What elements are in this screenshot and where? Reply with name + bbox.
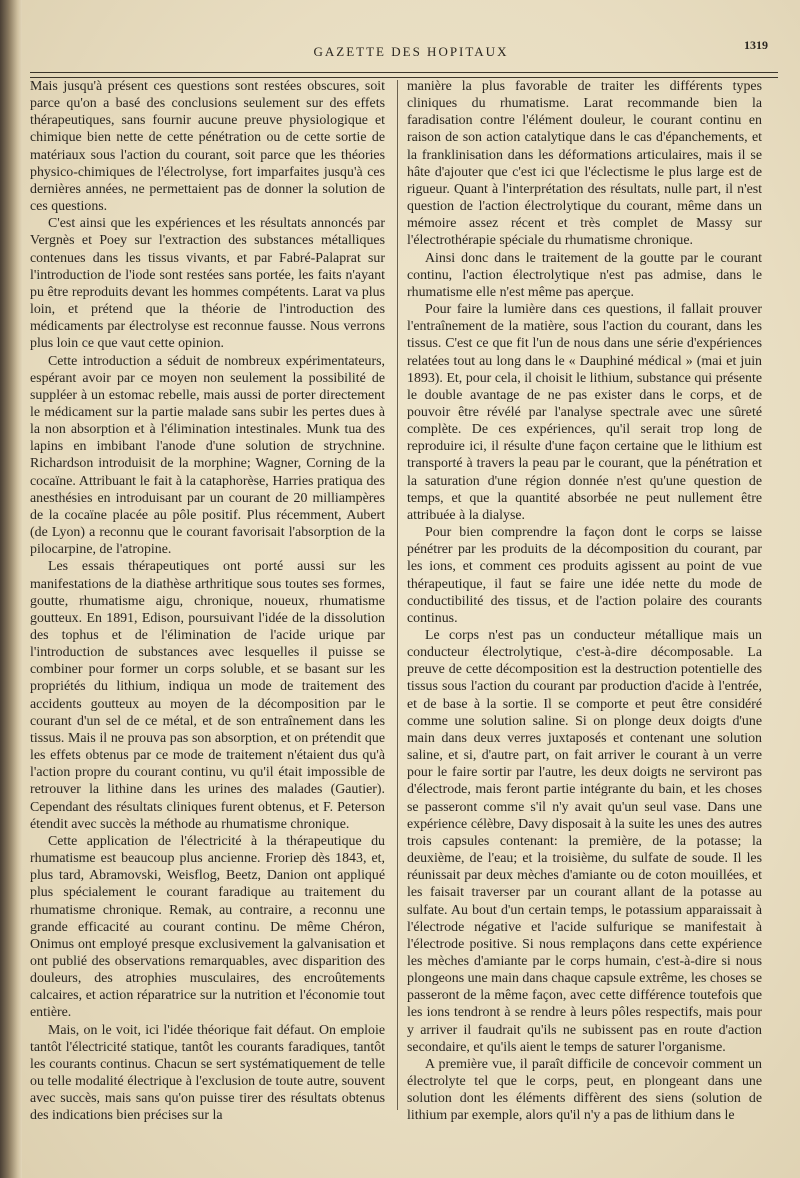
paragraph: A première vue, il paraît difficile de concevoir comment un électrolyte tel que le corps, peut, en plongeant dans une solution dont les éléments diffèrent des siens (solution de lithium par exemple, alors qu'il n'y a pas de lithium dans le	[407, 1056, 762, 1124]
paragraph: Ainsi donc dans le traitement de la goutte par le courant continu, l'action électrolytique n'est pas admise, dans le rhumatisme elle n'est même pas aperçue.	[407, 250, 762, 300]
paragraph: Pour faire la lumière dans ces questions, il fallait prouver l'entraînement de la matière, sous l'action du courant, dans les tissus. C'est ce que fit l'un de nous dans une série d'expériences relatées tout au long dans le « Dauphiné médical » (mai et juin 1893). Et, pour cela, il choisit le lithium, substance qui présente le double avantage de ne pas exister dans le corps, et de pouvoir être révélé par l'analyse spectrale avec une sûreté complète. De ces expériences, qu'il serait trop long de reproduire ici, il résulte d'une façon certaine que le lithium est transporté à travers la peau par le courant, que la pénétration et la saturation d'une région donnée n'est qu'une question de temps, et que la quantité absorbée ne peut nullement être attribuée à la dialyse.	[407, 302, 762, 523]
journal-title: GAZETTE DES HOPITAUX	[313, 44, 509, 59]
paragraph: Les essais thérapeutiques ont porté aussi sur les manifestations de la diathèse arthritique sous toutes ses formes, goutte, rhumatisme aigu, chronique, noueux, rhumatisme goutteux. En 1891, Edison, poursuivant l'idée de la dissolution des tophus et de l'élimination de l'acide urique par l'introduction de substances avec lesquelles il puisse se combiner pour former un corps soluble, et se basant sur les propriétés du lithium, indiqua un mode de traitement des accidents goutteux au moyen de la décomposition par le courant d'un sel de ce métal, et de son entraînement dans les tissus. Mais il ne prouva pas son absorption, et on prétendit que les effets obtenus par ce mode de traitement n'étaient dus qu'à l'action propre du courant continu, vu qu'il était impossible de retrouver la lithine dans les urines des malades (Gautier). Cependant des résultats cliniques furent obtenus, et F. Peterson étendit avec succès la méthode au rhumatisme chronique.	[30, 559, 385, 832]
paragraph: Mais, on le voit, ici l'idée théorique fait défaut. On emploie tantôt l'électricité statique, tantôt les courants faradiques, tantôt les courants continus. Chacun se sert systématiquement de telle ou telle modalité électrique à l'exclusion de toute autre, souvent avec succès, mais sans qu'on puisse tirer des résultats obtenus des indications bien précises sur la	[30, 1022, 385, 1124]
paragraph: Le corps n'est pas un conducteur métallique mais un conducteur électrolytique, c'est-à-dire décomposable. La preuve de cette décomposition est la destruction potentielle des tissus sous l'action du courant par production d'acide à l'entrée, et de base à la sortie. Il se comporte et peut être considéré comme une solution saline. Si on plonge deux doigts d'une main dans deux verres juxtaposés et contenant une solution saline, et si, d'autre part, on fait arriver le courant à un verre pour le faire sortir par l'autre, les deux doigts ne serviront pas d'électrode, mais feront partie intégrante du bain, et les choses se passeront comme s'il n'y avait qu'un seul vase. Dans une expérience célèbre, Davy disposait à la suite les unes des autres trois capsules contenant: la première, de la potasse; la deuxième, de l'eau; et la troisième, du sulfate de soude. Il les réunissait par deux mèches d'amiante ou de coton mouillées, et les faisait traverser par un courant allant de la potasse au sulfate. Au bout d'un certain temps, le potassium apparaissait à l'électrode négative et l'acide sulfurique se manifestait à l'électrode positive. Si nous remplaçons dans cette expérience les mèches d'amiante par le corps humain, c'est-à-dire si nous plongeons une main dans chaque capsule extrême, les choses se passeront de la même façon, avec cette différence toutefois que les ions tendront à se rendre à leurs pôles respectifs, mais pour y arriver il faudrait qu'ils ne subissent pas en route d'action secondaire, et qu'ils aient le temps de saturer l'organisme.	[407, 628, 762, 1055]
book-binding-edge	[0, 0, 22, 1178]
page-number: 1319	[744, 38, 768, 52]
column-divider	[397, 80, 398, 1110]
newspaper-page	[22, 0, 800, 1178]
paragraph: Cette application de l'électricité à la thérapeutique du rhumatisme est beaucoup plus ancienne. Froriep dès 1843, et, plus tard, Abramovski, Weisflog, Beetz, Danion ont appliqué plus spécialement le courant faradique au traitement du rhumatisme chronique. Remak, au contraire, a reconnu une grande efficacité au courant continu. De même Chéron, Onimus ont employé presque exclusivement la galvanisation et ont publié des observations remarquables, avec disparition des douleurs, des atrophies musculaires, des encroûtements calcaires, et action réparatrice sur la nutrition et l'économie tout entière.	[30, 833, 385, 1021]
paragraph: Pour bien comprendre la façon dont le corps se laisse pénétrer par les produits de la décomposition du courant, par les ions, et comment ces produits agissent au point de vue thérapeutique, il faut se faire une idée nette du mode de conductibilité des tissus, et de l'action polaire des courants continus.	[407, 525, 762, 626]
paragraph: Mais jusqu'à présent ces questions sont restées obscures, soit parce qu'on a basé des conclusions seulement sur des effets thérapeutiques, sans fournir aucune preuve physiologique et chimique bien nette de cette pénétration ou de cette sortie de matériaux sous l'action du courant, soit parce que les théories physico-chimiques de l'électrolyse, fort imparfaites jusqu'à ces dernières années, ne permettaient pas de donner la solution de ces questions.	[30, 79, 385, 215]
left-column	[30, 78, 385, 1125]
paragraph: manière la plus favorable de traiter les différents types cliniques du rhumatisme. Larat recommande bien la faradisation contre l'élément douleur, le courant continu en raison de son action catalytique dans le cas d'épanchements, et la franklinisation dans les déformations articulaires, mais il se hâte d'ajouter que c'est ici que l'éclectisme le plus large est de rigueur. Quant à l'interprétation des résultats, nulle part, il n'est question de l'action électrolytique du courant, même dans un mémoire assez récent et très complet de Massy sur l'électrothérapie spéciale du rhumatisme chronique.	[407, 79, 762, 249]
right-column	[407, 78, 762, 1125]
paragraph: C'est ainsi que les expériences et les résultats annoncés par Vergnès et Poey sur l'extraction des substances métalliques contenues dans les tissus vivants, et par Fabré-Palaprat sur l'introduction de l'iode sont restées sans portée, les faits n'ayant pu être reproduits devant les hommes compétents. Larat va plus loin, et prétend que la théorie de l'introduction des médicaments par électrolyse est reconnue fausse. Nous verrons plus loin ce que vaut cette opinion.	[30, 216, 385, 352]
page-header	[22, 38, 800, 66]
paragraph: Cette introduction a séduit de nombreux expérimentateurs, espérant avoir par ce moyen non seulement la possibilité de suppléer à un estomac rebelle, mais aussi de porter directement le médicament sur la partie malade sans subir les pertes dues à la non absorption et à l'élimination intestinales. Munk tua des lapins en imbibant l'anode d'une solution de strychnine. Richardson introduisit de la morphine; Wagner, Corning de la cocaïne. Attribuant le fait à la cataphorèse, Harries pratiqua des anesthésies en introduisant par un courant de 20 milliampères de la cocaïne placée au pôle positif. Plus récemment, Aubert (de Lyon) a reconnu que le courant favorisait l'absorption de la pilocarpine, de l'atropine.	[30, 353, 385, 558]
